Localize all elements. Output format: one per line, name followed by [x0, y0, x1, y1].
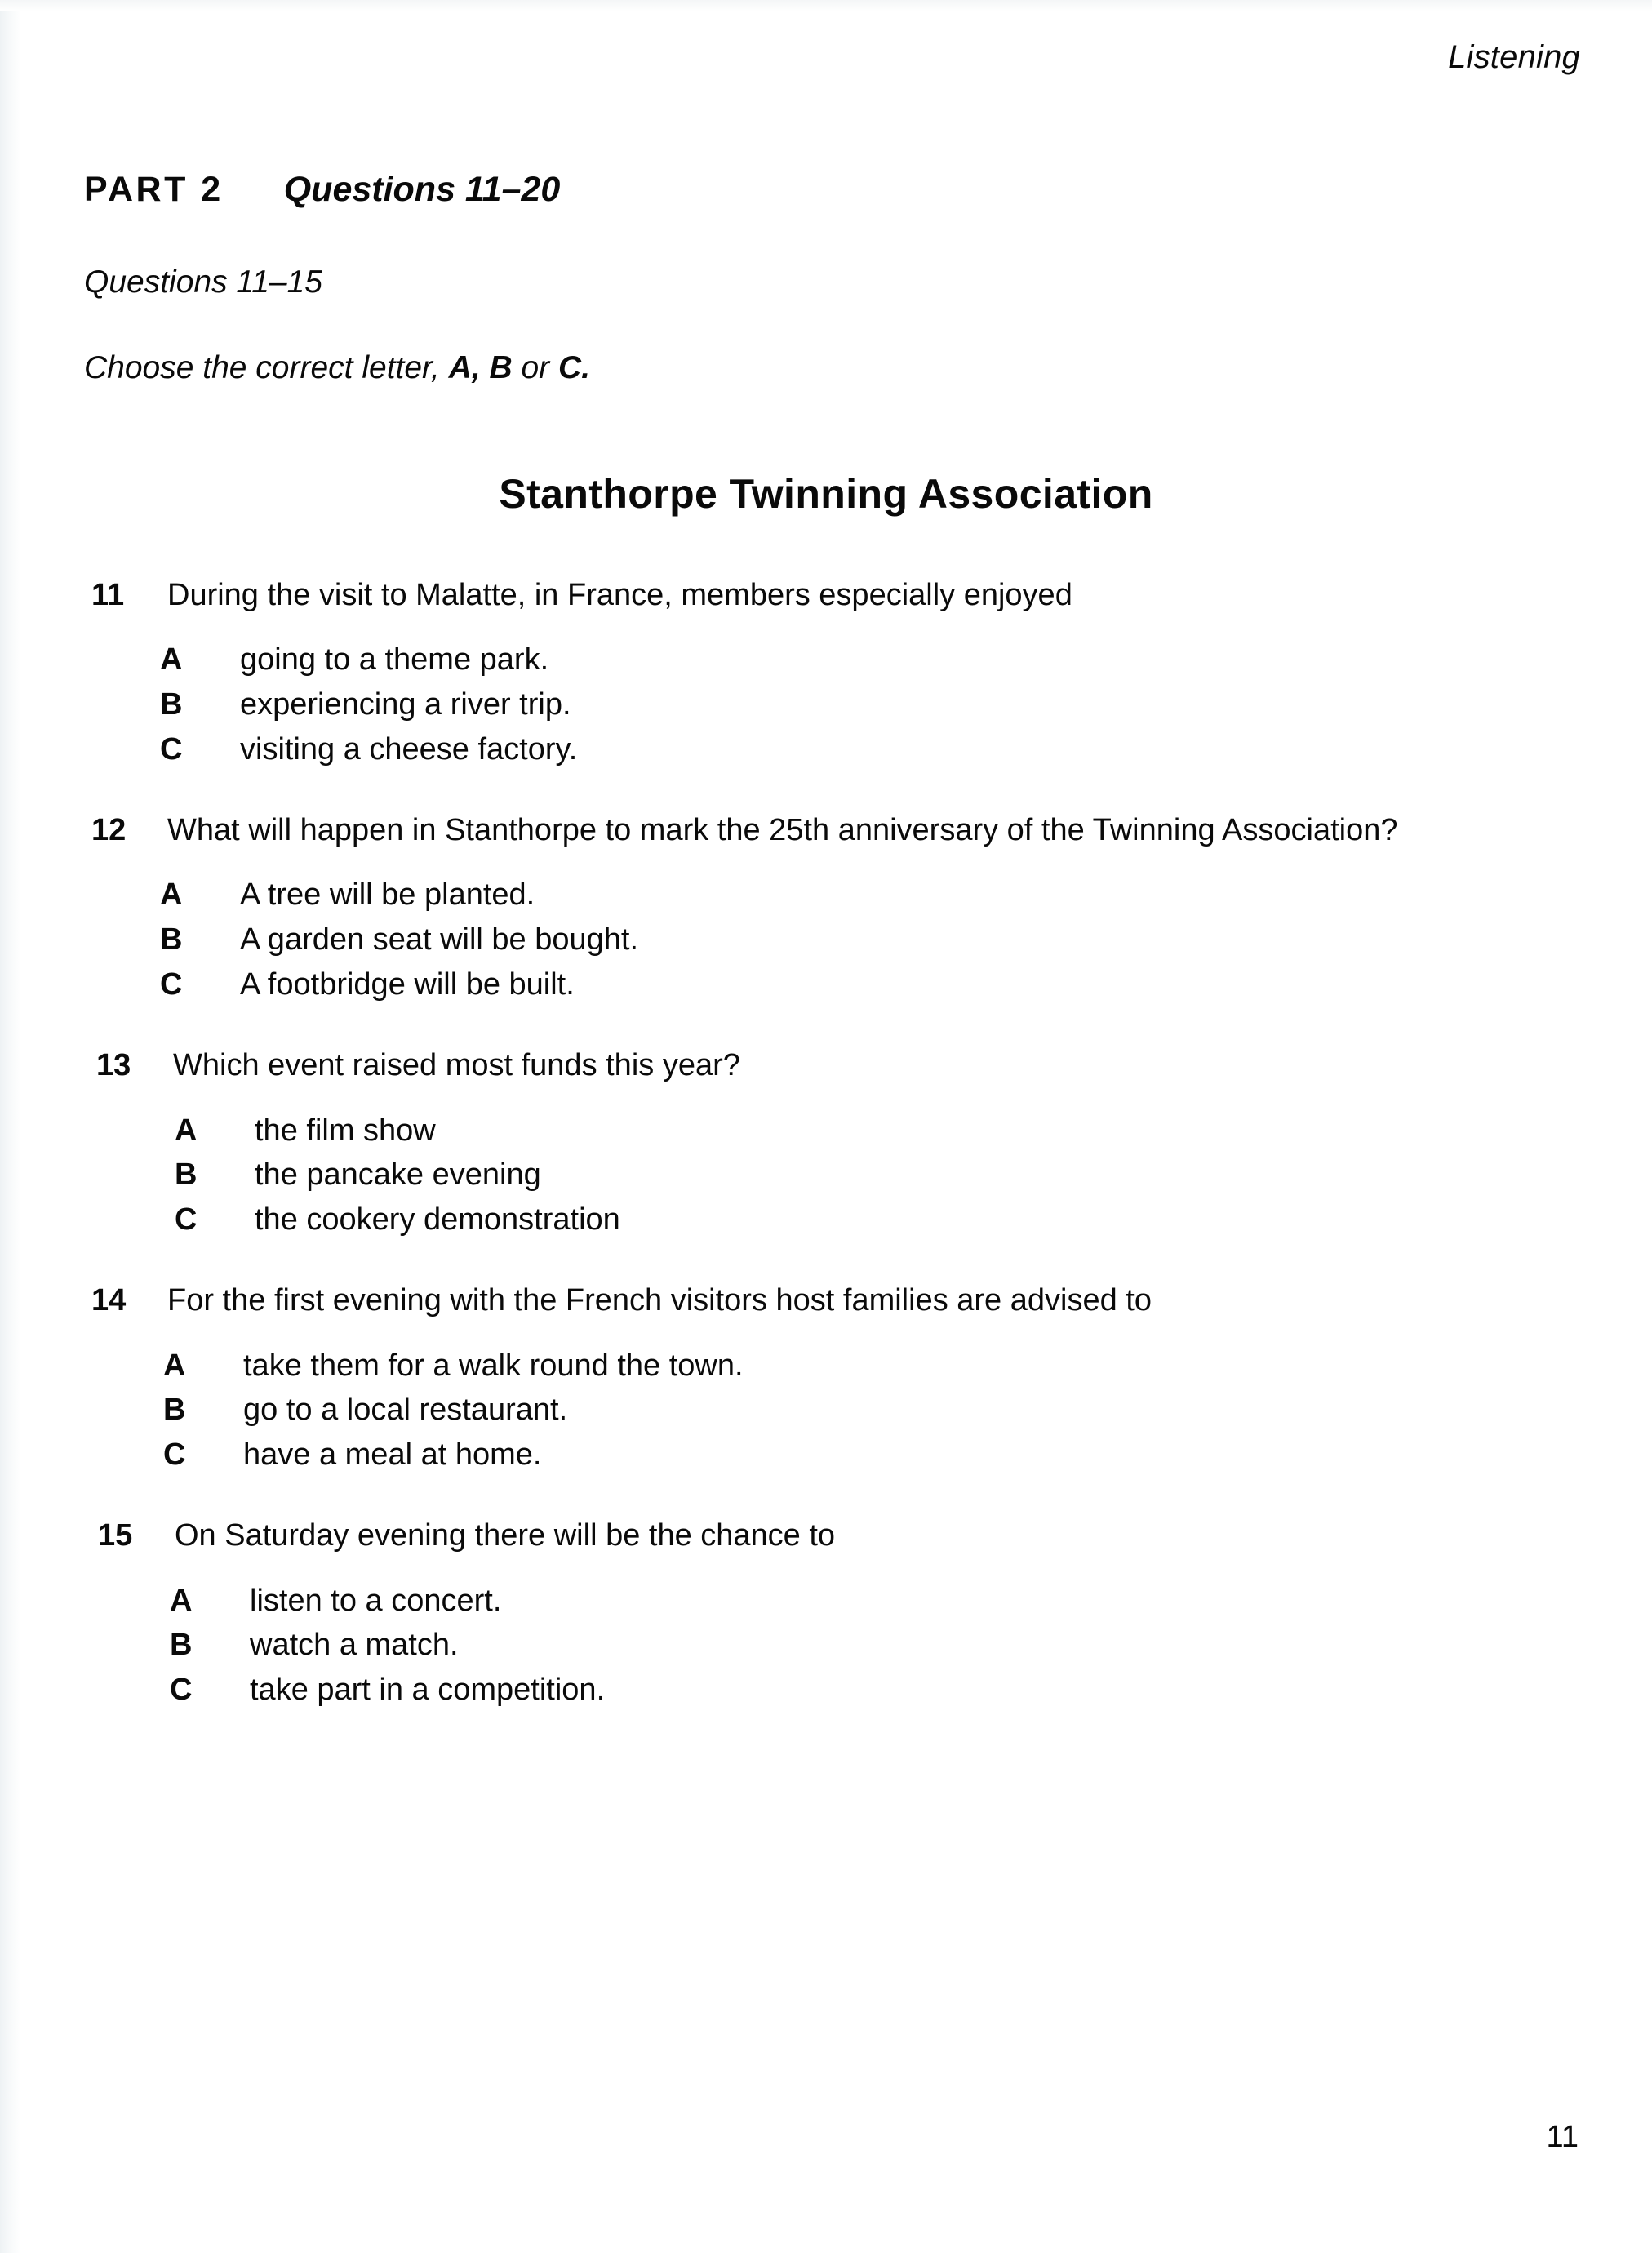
instruction-option-b: B [489, 350, 513, 385]
question-text: Which event raised most funds this year? [173, 1048, 740, 1083]
question-item [0, 809, 1652, 1005]
instruction-period: . [581, 350, 590, 385]
option-letter: C [160, 967, 183, 1002]
option-letter: A [160, 878, 183, 913]
question-number: 13 [96, 1048, 131, 1083]
instruction-choose-letter [84, 350, 590, 386]
question-stem [0, 1279, 1652, 1322]
option-letter: B [175, 1158, 198, 1193]
option-text: go to a local restaurant. [243, 1393, 568, 1428]
option-letter: B [170, 1628, 193, 1663]
option-letter: A [160, 642, 183, 678]
option-row[interactable] [160, 874, 1652, 916]
option-text: A garden seat will be bought. [240, 922, 639, 957]
question-number: 15 [98, 1518, 133, 1553]
option-row[interactable] [170, 1580, 1652, 1622]
page-number: 11 [1546, 2120, 1579, 2154]
question-item [0, 1279, 1652, 1475]
question-text: What will happen in Stanthorpe to mark the 25th anniversary of the Twinning Association? [167, 813, 1398, 848]
option-letter: A [170, 1583, 193, 1618]
option-row[interactable] [170, 1669, 1652, 1711]
questions-list [0, 574, 1652, 1749]
option-letter: C [175, 1202, 198, 1237]
option-row[interactable] [175, 1199, 1652, 1241]
option-row[interactable] [160, 729, 1652, 771]
scan-edge-shadow-top [0, 0, 1652, 11]
option-letter: C [170, 1672, 193, 1707]
option-text: watch a match. [250, 1628, 459, 1663]
part-label: PART 2 [84, 170, 224, 209]
option-text: the cookery demonstration [255, 1202, 620, 1237]
part-question-range: Questions 11–20 [283, 170, 561, 209]
question-text: On Saturday evening there will be the chance to [175, 1518, 836, 1553]
option-text: listen to a concert. [250, 1583, 502, 1618]
option-row[interactable] [170, 1624, 1652, 1666]
question-item [0, 574, 1652, 770]
option-row[interactable] [160, 964, 1652, 1006]
option-row[interactable] [163, 1345, 1652, 1387]
option-list [0, 639, 1652, 770]
option-list [0, 1580, 1652, 1711]
option-text: visiting a cheese factory. [240, 731, 578, 767]
option-list [0, 874, 1652, 1005]
option-letter: C [163, 1437, 186, 1472]
option-letter: C [160, 731, 183, 767]
option-text: experiencing a river trip. [240, 687, 571, 722]
option-text: A tree will be planted. [240, 878, 535, 913]
option-text: the film show [255, 1113, 436, 1148]
instruction-option-c: C [557, 350, 582, 385]
option-row[interactable] [160, 919, 1652, 961]
question-number: 12 [91, 813, 127, 848]
question-text: During the visit to Malatte, in France, members especially enjoyed [167, 578, 1072, 612]
instruction-option-a: A [448, 350, 472, 385]
question-number: 11 [91, 578, 125, 612]
option-text: the pancake evening [255, 1158, 541, 1193]
option-letter: B [160, 922, 183, 957]
option-text: going to a theme park. [240, 642, 549, 678]
instruction-text: Choose the correct letter, [84, 350, 440, 385]
subsection-question-range: Questions 11–15 [84, 264, 322, 300]
option-row[interactable] [160, 639, 1652, 681]
option-letter: A [163, 1348, 186, 1383]
question-text: For the first evening with the French visitors host families are advised to [167, 1283, 1152, 1318]
instruction-comma: , [471, 350, 481, 385]
option-row[interactable] [163, 1389, 1652, 1431]
question-item [0, 1044, 1652, 1240]
option-text: A footbridge will be built. [240, 967, 575, 1002]
page-title: Stanthorpe Twinning Association [499, 471, 1153, 517]
question-stem [0, 574, 1652, 616]
question-item [0, 1514, 1652, 1710]
question-stem [0, 809, 1652, 851]
question-stem [0, 1514, 1652, 1557]
option-letter: B [160, 687, 183, 722]
part-heading [84, 170, 560, 210]
option-text: take part in a competition. [250, 1672, 606, 1707]
option-row[interactable] [175, 1154, 1652, 1196]
option-row[interactable] [175, 1110, 1652, 1152]
option-list [0, 1110, 1652, 1241]
running-head-listening: Listening [1448, 39, 1580, 75]
option-text: take them for a walk round the town. [243, 1348, 744, 1383]
question-stem [0, 1044, 1652, 1087]
question-number: 14 [91, 1283, 127, 1318]
option-text: have a meal at home. [243, 1437, 542, 1472]
option-letter: B [163, 1393, 186, 1428]
instruction-or: or [521, 350, 550, 385]
option-letter: A [175, 1113, 198, 1148]
option-row[interactable] [163, 1434, 1652, 1476]
option-row[interactable] [160, 684, 1652, 726]
option-list [0, 1345, 1652, 1476]
